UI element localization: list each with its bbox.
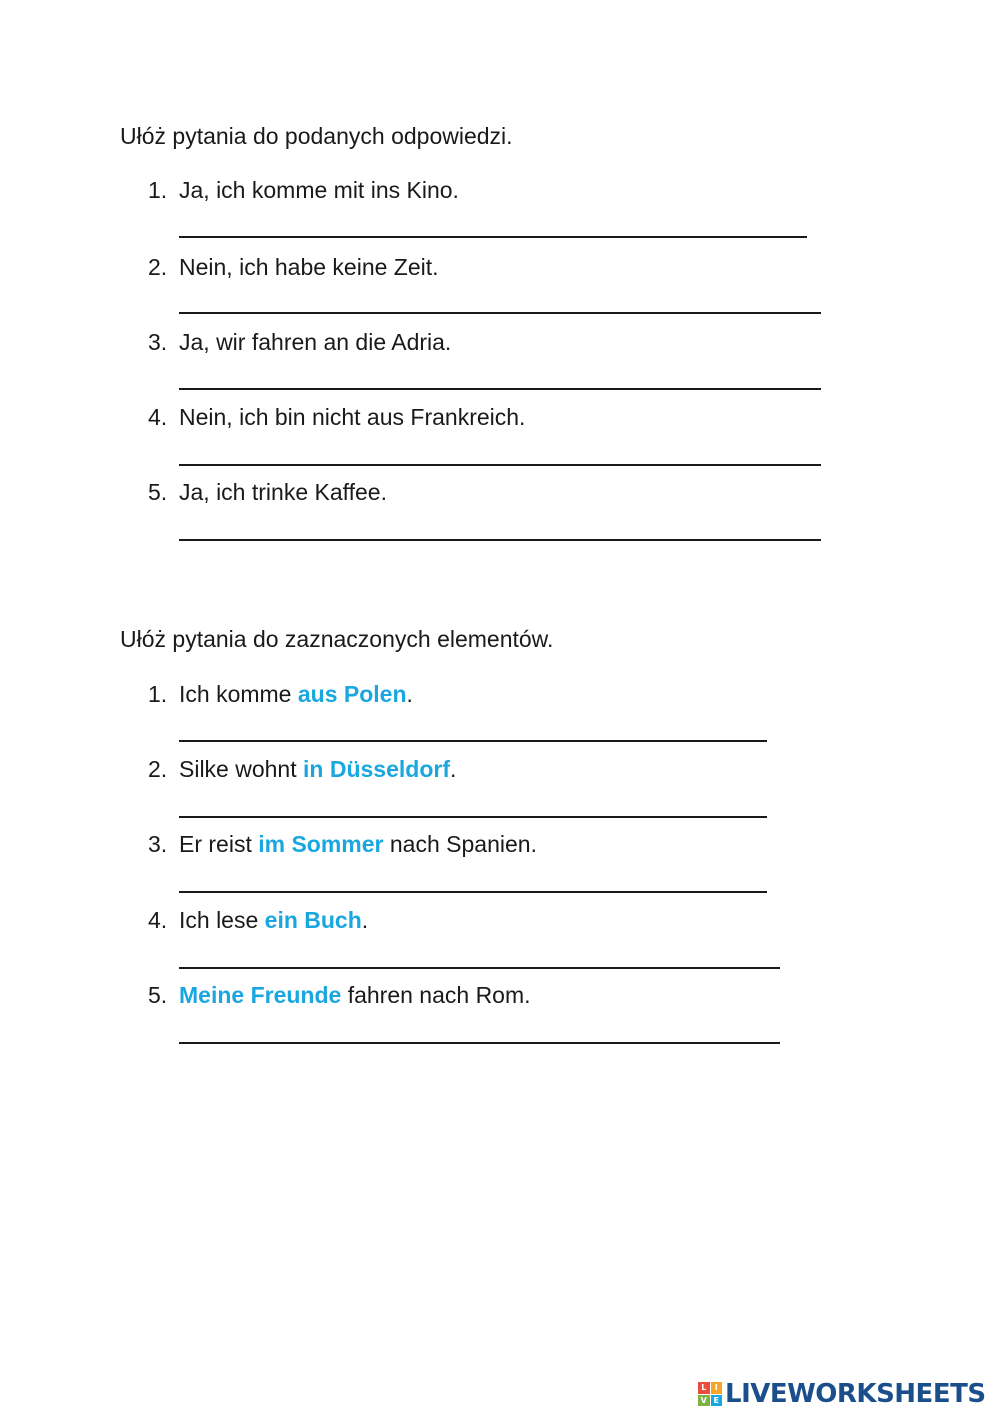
item-text-after: nach Spanien. <box>383 831 537 857</box>
list-item <box>148 478 387 506</box>
item-number: 2. <box>148 756 168 782</box>
item-text-before: Ich komme <box>179 681 298 707</box>
answer-line[interactable] <box>179 388 821 390</box>
item-text: Nein, ich habe keine Zeit. <box>179 254 439 280</box>
answer-line[interactable] <box>179 740 767 742</box>
answer-line[interactable] <box>179 312 821 314</box>
answer-line[interactable] <box>179 967 780 969</box>
item-number: 5. <box>148 479 168 505</box>
item-number: 4. <box>148 907 168 933</box>
item-text: Ja, ich komme mit ins Kino. <box>179 177 459 203</box>
liveworksheets-icon <box>698 1382 722 1406</box>
list-item <box>148 253 439 281</box>
item-text-after: . <box>406 681 413 707</box>
answer-line[interactable] <box>179 539 821 541</box>
item-text: Ja, ich trinke Kaffee. <box>179 479 387 505</box>
list-item <box>148 830 537 858</box>
answer-line[interactable] <box>179 816 767 818</box>
list-item <box>148 906 368 934</box>
list-item <box>148 981 531 1009</box>
answer-line[interactable] <box>179 464 821 466</box>
item-text: Nein, ich bin nicht aus Frankreich. <box>179 404 526 430</box>
item-number: 5. <box>148 982 168 1008</box>
item-text-before: Ich lese <box>179 907 265 933</box>
list-item <box>148 328 451 356</box>
logo-icon-cell: V <box>698 1395 710 1407</box>
list-item <box>148 755 456 783</box>
item-text: Ja, wir fahren an die Adria. <box>179 329 452 355</box>
item-number: 3. <box>148 831 168 857</box>
item-text-after: fahren nach Rom. <box>341 982 531 1008</box>
instruction-2: Ułóż pytania do zaznaczonych elementów. <box>120 626 554 652</box>
logo-icon-cell: L <box>698 1382 710 1394</box>
logo-icon-cell: E <box>711 1395 723 1407</box>
liveworksheets-logo <box>698 1378 986 1410</box>
highlighted-element: ein Buch <box>264 907 362 933</box>
highlighted-element: aus Polen <box>297 681 407 707</box>
item-text-after: . <box>449 756 457 782</box>
item-number: 4. <box>148 404 168 430</box>
item-text-before: Silke wohnt <box>179 756 304 782</box>
item-text-before: Er reist <box>179 831 259 857</box>
list-item <box>148 176 459 204</box>
highlighted-element: Meine Freunde <box>179 982 342 1008</box>
item-number: 1. <box>148 681 168 707</box>
highlighted-element: in Düsseldorf <box>303 756 450 782</box>
item-number: 1. <box>148 177 168 203</box>
highlighted-element: im Sommer <box>258 831 384 857</box>
item-number: 3. <box>148 329 168 355</box>
answer-line[interactable] <box>179 1042 780 1044</box>
answer-line[interactable] <box>179 236 807 238</box>
item-text-after: . <box>361 907 369 933</box>
list-item <box>148 680 413 708</box>
list-item <box>148 403 525 431</box>
answer-line[interactable] <box>179 891 767 893</box>
logo-icon-cell: I <box>711 1382 723 1394</box>
item-number: 2. <box>148 254 168 280</box>
logo-text: LIVEWORKSHEETS <box>725 1379 986 1409</box>
instruction-1: Ułóż pytania do podanych odpowiedzi. <box>120 123 513 149</box>
